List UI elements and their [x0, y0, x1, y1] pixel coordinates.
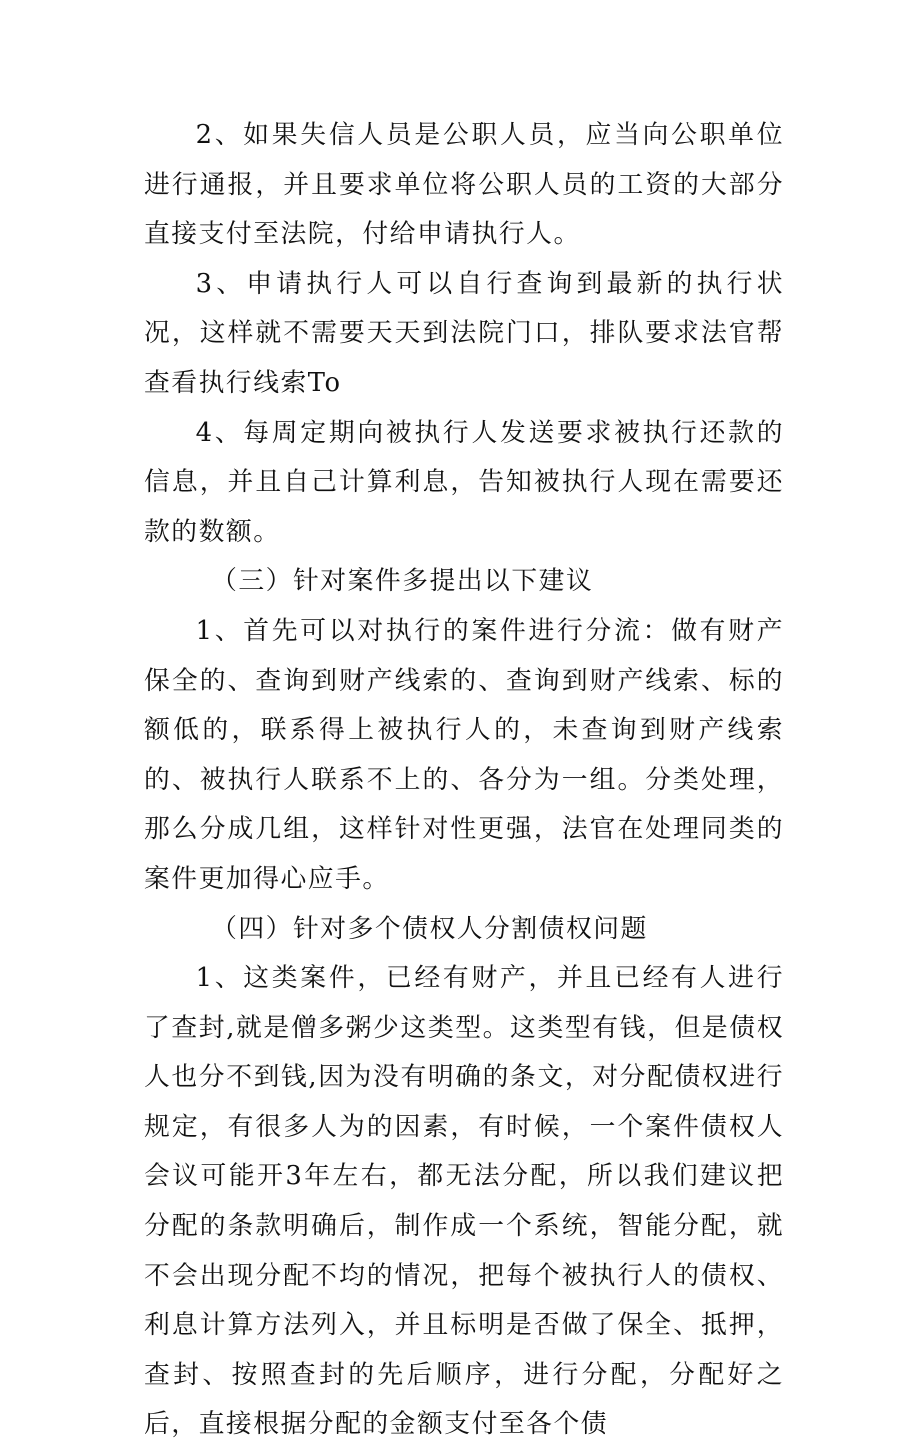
- document-body: [144, 111, 784, 1450]
- section-heading-three: （三）针对案件多提出以下建议: [211, 566, 594, 597]
- paragraph-case-triage: 1、首先可以对执行的案件进行分流：做有财产保全的、查询到财产线索的、查询到财产线索、标的额低的，联系得上被执行人的，未查询到财产线索的、被执行人联系不上的、各分为一组。分类处理，那么分成几组，这样针对性更强，法官在处理同类的案件更加得心应手。: [144, 615, 784, 894]
- paragraph-2-public-official: 2、如果失信人员是公职人员，应当向公职单位进行通报，并且要求单位将公职人员的工资的大部分直接支付至法院，付给申请执行人。: [144, 120, 784, 250]
- paragraph-claim-distribution: 1、这类案件，已经有财产，并且已经有人进行了查封,就是僧多粥少这类型。这类型有钱，但是债权人也分不到钱,因为没有明确的条文，对分配债权进行规定，有很多人为的因素，有时候，一个案件债权人会议可能开3年左右，都无法分配，所以我们建议把分配的条款明确后，制作成一个系统，智能分配，就不会出现分配不均的情况，把每个被执行人的债权、利息计算方法列入，并且标明是否做了保全、抵押，查封、按照查封的先后顺序，进行分配，分配好之后，直接根据分配的金额支付至各个债: [144, 963, 784, 1440]
- section-heading-four: （四）针对多个债权人分割债权问题: [211, 913, 648, 944]
- paragraph-3-self-query: 3、申请执行人可以自行查询到最新的执行状况，这样就不需要天天到法院门口，排队要求法官帮查看执行线索To: [144, 268, 784, 398]
- paragraph-4-weekly-notice: 4、每周定期向被执行人发送要求被执行还款的信息，并且自己计算利息，告知被执行人现在需要还款的数额。: [144, 417, 784, 547]
